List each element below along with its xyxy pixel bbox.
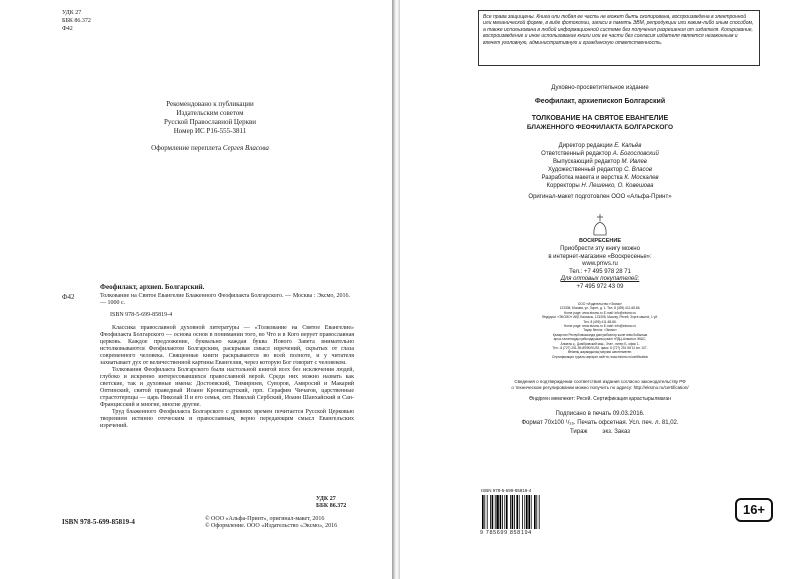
- annotation-paragraph: Труд блаженного Феофилакта Болгарского с древних времен почитается Русской Церковью творением истинно отеческим и православным, верно передающим смысл Евангельских изречений.: [100, 409, 354, 429]
- barcode-bar: [536, 495, 537, 529]
- barcode-bar: [502, 495, 503, 529]
- credit-line: Корректоры Н. Лешенко, О. Ковешова: [546, 183, 654, 189]
- left-page: [0, 0, 392, 579]
- biblio-record: Толкование на Святое Евангелие Блаженного Феофилакта Болгарского. — Москва : Эксмо, 2016. — 1000 с.: [100, 293, 350, 306]
- church-dome-icon: [585, 213, 615, 237]
- barcode-digits: 9 785699 858194: [480, 530, 532, 536]
- logo-text: ВОСКРЕСЕНИЕ: [578, 238, 621, 244]
- bbk-top: ББК 86.372: [62, 18, 91, 24]
- udk-bottom: УДК 27: [316, 496, 336, 502]
- copyright-line: © ООО «Альфа-Принт», оригинал-макет, 2016: [205, 516, 325, 522]
- shop-url: www.pmvs.ru: [582, 261, 618, 268]
- barcode-bar: [531, 495, 532, 529]
- shop-block: [510, 246, 690, 292]
- age-rating-badge: 16+: [735, 498, 773, 522]
- code-top: Ф42: [62, 26, 73, 32]
- cover-label: Оформление переплета: [151, 144, 222, 152]
- right-page: [400, 0, 791, 579]
- isbn-small: ISBN 978-5-699-85819-4: [110, 312, 173, 318]
- shop-phone: Тел.: +7 495 978 28 71: [569, 268, 631, 275]
- shop-line: в интернет-магазине «Воскресенье»:: [548, 253, 652, 260]
- annotation-paragraph: Толкования Феофилакта Болгарского были настольной книгой всех без исключения людей, глубоко и искренно интересовавшихся православной верой. Среди них можно назвать как светские, так и духовные имена: Достоевский, Тимирязев, Суворов, Амвросий и Макарий Оптинский, святой праведный Иоанн Кронштадтский, прп. Серафим Чичагов, царственные страстотерпцы — царь Николай II и его семья, свт. Николай Сербский, Иоанн Шанхайский и Сан-Францисский и многие, многие другие.: [100, 367, 354, 408]
- cert-line: о техническом регулировании можно получить по адресу: http://eksmo.ru/certification/: [511, 385, 689, 390]
- barcode-bar: [495, 495, 496, 529]
- credit-line: Разработка макета и верстка К. Москалев: [541, 175, 659, 181]
- barcode-bar: [519, 495, 520, 529]
- manufacturer-line: арыз-талаптарды қабылдаушының өкілі «РДЦ-Алматы» ЖШС,: [553, 337, 647, 342]
- copyright-block: [205, 516, 337, 530]
- origin-line: Өндірген мемлекет: Ресей. Сертификация қарастырылмаған: [529, 396, 671, 402]
- barcode-bar: [487, 495, 488, 529]
- barcode-bar: [504, 495, 505, 529]
- recommend-line: Русской Православной Церкви: [163, 118, 257, 126]
- layout-credit: Оригинал-макет подготовлен ООО «Альфа-Принт»: [528, 194, 672, 200]
- rights-notice-box: [478, 10, 760, 66]
- cert-line: Сведения о подтверждении соответствия издания согласно законодательству РФ: [514, 379, 686, 384]
- barcode-bar: [514, 495, 515, 529]
- barcode-bar: [512, 495, 514, 529]
- barcode-bars: [480, 495, 560, 529]
- manufacturer-line: ООО «Издательство «Эксмо»: [577, 302, 623, 306]
- barcode-bar: [516, 495, 518, 529]
- credit-line: Ответственный редактор А. Богословский: [541, 151, 659, 157]
- book-subtitle: БЛАЖЕННОГО ФЕОФИЛАКТА БОЛГАРСКОГО: [526, 124, 674, 131]
- manufacturer-block: [510, 302, 690, 359]
- manufacturer-line: Сертификация туралы ақпарат сайтта: www.eksmo.ru/certification: [551, 354, 649, 359]
- credits-block: [500, 142, 700, 190]
- barcode-bar: [526, 495, 528, 529]
- rights-notice: Все права защищены. Книга или любая ее часть не может быть скопирована, воспроизведена в электронной или механической форме, в виде фотокопии, записи в память ЭВМ, репродукции или каким-либо иным способом, а также использована в любой информационной системе без получения разрешения от издателя. Копирование, воспроизведение и иное использование книги или ее части без согласия издателя является незаконным и влечет уголовную, административную и гражданскую ответственность.: [483, 14, 754, 46]
- author-line: Феофилакт, архиеп. Болгарский.: [100, 283, 205, 291]
- udk-top: УДК 27: [62, 10, 82, 16]
- barcode-isbn: ISBN 978-5-699-85819-4: [481, 488, 532, 493]
- manufacturer-line: Тел.: 8 (727) 251-59-89/90/91/92, факс: 8 (727) 251 58 12 вн. 107.: [552, 346, 648, 351]
- manufacturer-line: Алматы қ., Домбровский көш., 3«а», литер Б, офис 1.: [560, 341, 640, 346]
- print-date: Подписано в печать 09.03.2016.: [555, 411, 645, 417]
- bbk-bottom: ББК 86.372: [316, 503, 347, 509]
- barcode: [480, 495, 560, 529]
- print-run: Тираж экз. Заказ: [569, 429, 631, 435]
- credit-line: Директор редакции Е. Капьёв: [558, 143, 642, 149]
- margin-code: Ф42: [62, 293, 75, 301]
- cover-design-credit: [100, 144, 320, 153]
- barcode-bar: [522, 495, 523, 529]
- voskresenie-logo: [585, 213, 615, 237]
- recommendation-block: [110, 100, 310, 136]
- barcode-bar: [528, 495, 530, 529]
- barcode-bar: [482, 495, 484, 529]
- wholesale-phone: +7 495 972 43 09: [576, 283, 624, 290]
- barcode-bar: [539, 495, 540, 529]
- manufacturer-line: Home page: www.eksmo.ru E-mail: info@eksmo.ru: [563, 324, 637, 329]
- isbn-bottom: ISBN 978-5-699-85819-4: [62, 518, 135, 526]
- shop-line: Приобрести эту книгу можно: [560, 246, 640, 252]
- barcode-bar: [484, 495, 485, 529]
- manufacturer-line: Қазақстан Республикасында дистрибьютор және өнім бойынша: [552, 332, 648, 337]
- barcode-bar: [492, 495, 494, 529]
- credit-line: Выпускающий редактор М. Ивлев: [553, 159, 647, 165]
- barcode-bar: [510, 495, 511, 529]
- recommend-line: Издательским советом: [176, 109, 244, 117]
- genre: Духовно-просветительное издание: [551, 85, 649, 91]
- barcode-bar: [524, 495, 525, 529]
- recommend-line: Рекомендовано к публикации: [166, 100, 254, 108]
- copyright-line: © Оформление. ООО «Издательство «Эксмо», 2016: [205, 523, 338, 529]
- manufacturer-line: Home page: www.eksmo.ru E-mail: info@eksmo.ru: [563, 310, 637, 315]
- barcode-bar: [500, 495, 502, 529]
- manufacturer-line: Өндіруші: «ЭКСМО» АҚБ Баспасы, 123308, Мәскеу, Ресей, Зорге көшесі, 1 үй.: [542, 315, 658, 320]
- annotation: [100, 325, 354, 430]
- credit-line: Художественный редактор С. Власов: [548, 167, 652, 173]
- barcode-bar: [534, 495, 536, 529]
- recommend-line: Номер ИС Р16-555-3811: [173, 127, 247, 135]
- barcode-bar: [490, 495, 491, 529]
- manufacturer-line: Өнімнің жарамдылық мерзімі шектелмеген.: [567, 350, 633, 355]
- annotation-paragraph: Классика православной духовной литературы — «Толкование на Святое Евангелие» Феофилакта Болгарского — основа основ в понимании того, во Что и в Кого верует православная церковь. Каждое предложение, буквально каждая буква Нового Завета внимательно истолковываются Феофилактом Болгарским, раскрывая смысл изречений, скрытых от глаза современного человека. Священные книги раскрываются во всей полноте, и у читателя захватывает дух от величественной картины Евангелия, через которую Бог говорит с человеком.: [100, 325, 354, 366]
- cert-block: [475, 379, 725, 391]
- manufacturer-line: Тел. 8 (495) 411-68-86.: [583, 319, 617, 324]
- wholesale-label: Для оптовых покупателей:: [560, 276, 640, 283]
- book-title: ТОЛКОВАНИЕ НА СВЯТОЕ ЕВАНГЕЛИЕ: [531, 115, 669, 122]
- barcode-bar: [506, 495, 508, 529]
- author: Феофилакт, архиепископ Болгарский: [534, 98, 666, 105]
- book-spine: [392, 0, 400, 579]
- cover-author: Сергея Власова: [222, 144, 269, 152]
- format-line: Формат 70x100 ¹/₁₆. Печать офсетная. Усл. печ. л. 81,02.: [521, 420, 679, 426]
- barcode-bar: [496, 495, 498, 529]
- manufacturer-line: 123308, Москва, ул. Зорге, д. 1. Тел. 8 (495) 411-68-86.: [559, 306, 641, 311]
- manufacturer-line: Тауар белгісі: «Эксмо»: [583, 328, 617, 333]
